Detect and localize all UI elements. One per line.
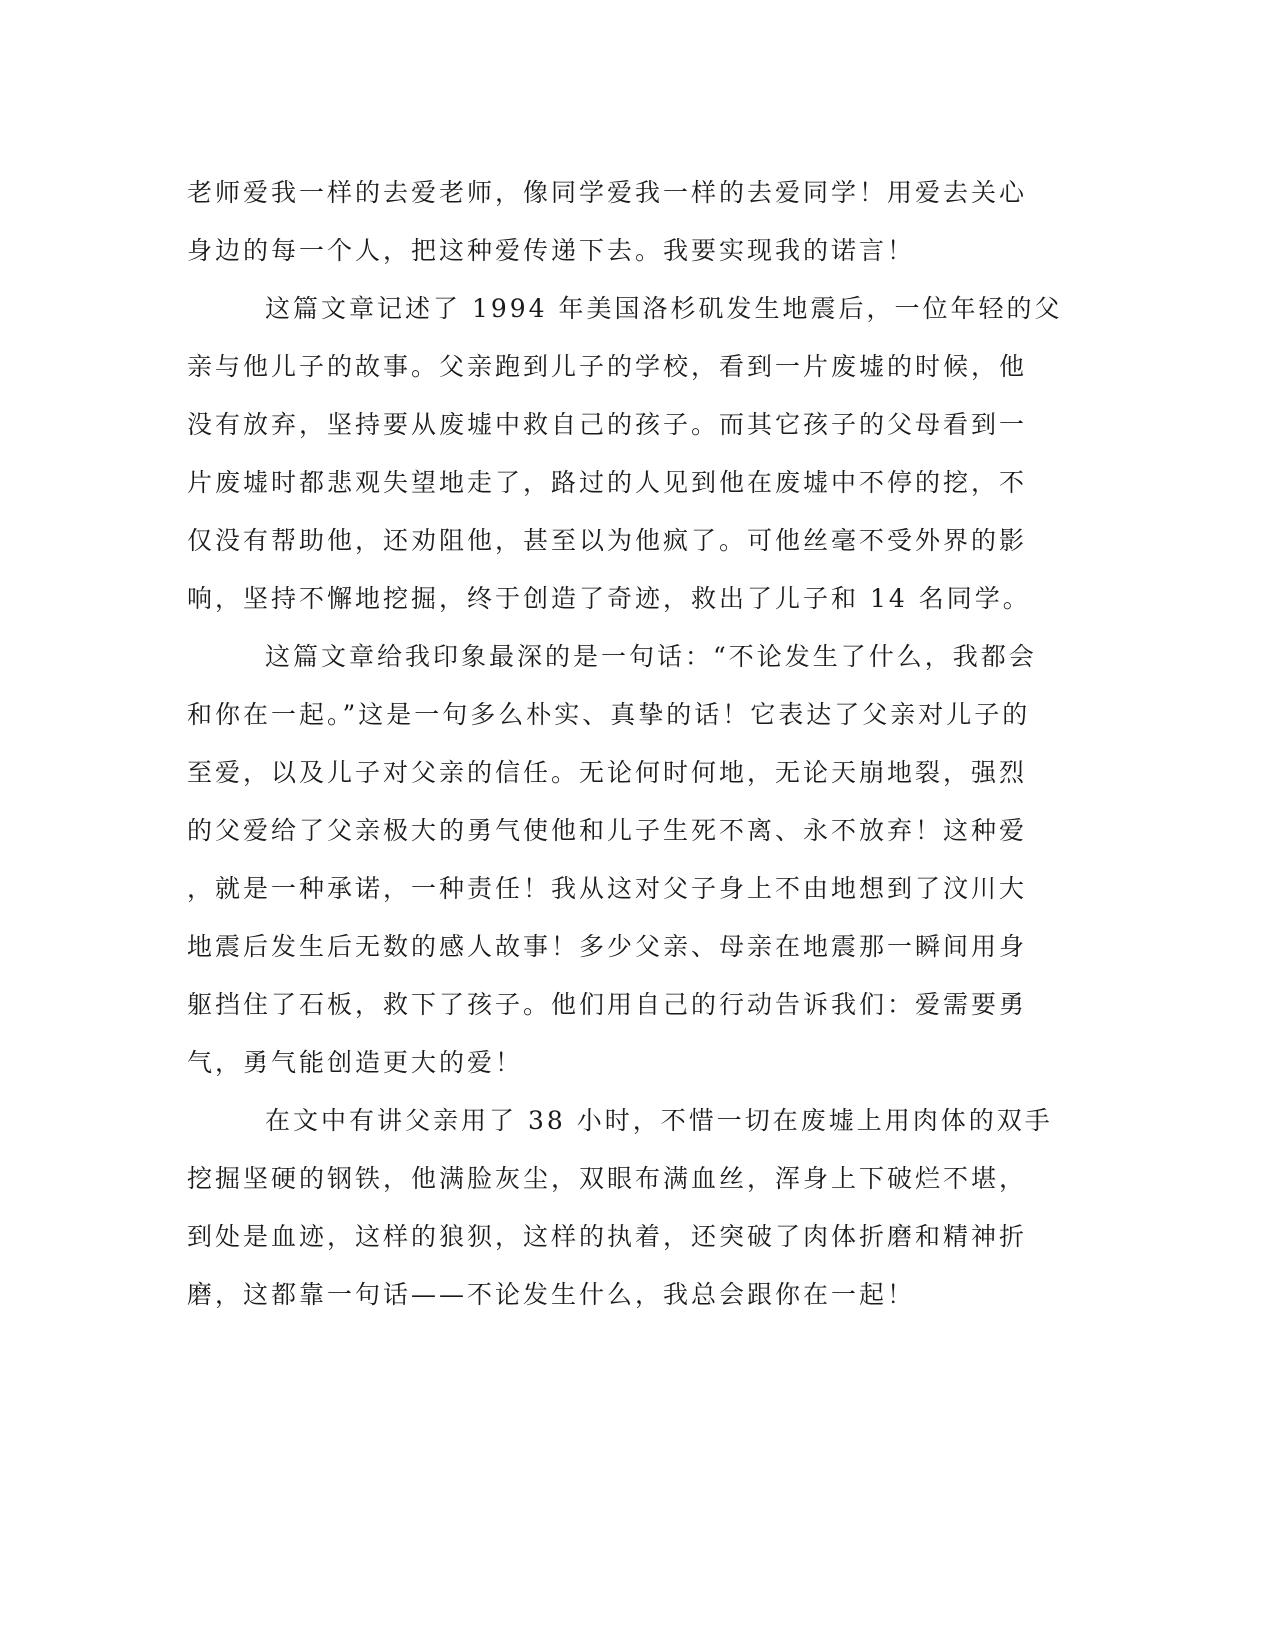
text-line: 至爱，以及儿子对父亲的信任。无论何时何地，无论天崩地裂，强烈 [187, 758, 1028, 787]
text-line: 挖掘坚硬的钢铁，他满脸灰尘，双眼布满血丝，浑身上下破烂不堪， [187, 1164, 1028, 1193]
text-line: 没有放弃，坚持要从废墟中救自己的孩子。而其它孩子的父母看到一 [187, 410, 1028, 439]
essay-body [187, 164, 1067, 1324]
text-line: 响，坚持不懈地挖掘，终于创造了奇迹，救出了儿子和 14 名同学。 [187, 584, 1031, 613]
text-line: 地震后发生后无数的感人故事！多少父亲、母亲在地震那一瞬间用身 [187, 932, 1028, 961]
text-line: 的父爱给了父亲极大的勇气使他和儿子生死不离、永不放弃！这种爱 [187, 816, 1028, 845]
text-line: ，就是一种承诺，一种责任！我从这对父子身上不由地想到了汶川大 [187, 874, 1028, 903]
paragraph-first-line: 这篇文章记述了 1994 年美国洛杉矶发生地震后，一位年轻的父 [265, 294, 1063, 323]
text-line: 片废墟时都悲观失望地走了，路过的人见到他在废墟中不停的挖，不 [187, 468, 1028, 497]
text-line: 和你在一起。”这是一句多么朴实、真挚的话！它表达了父亲对儿子的 [187, 700, 1031, 729]
text-line: 仅没有帮助他，还劝阻他，甚至以为他疯了。可他丝毫不受外界的影 [187, 526, 1028, 555]
text-line: 亲与他儿子的故事。父亲跑到儿子的学校，看到一片废墟的时候，他 [187, 352, 1028, 381]
text-line: 气，勇气能创造更大的爱！ [187, 1048, 524, 1077]
text-line: 老师爱我一样的去爱老师，像同学爱我一样的去爱同学！用爱去关心 [187, 178, 1028, 207]
text-line: 躯挡住了石板，救下了孩子。他们用自己的行动告诉我们：爱需要勇 [187, 990, 1028, 1019]
paragraph-first-line: 在文中有讲父亲用了 38 小时，不惜一切在废墟上用肉体的双手 [265, 1106, 1053, 1135]
text-line: 磨，这都靠一句话——不论发生什么，我总会跟你在一起！ [187, 1280, 916, 1309]
text-line: 到处是血迹，这样的狼狈，这样的执着，还突破了肉体折磨和精神折 [187, 1222, 1028, 1251]
text-line: 身边的每一个人，把这种爱传递下去。我要实现我的诺言！ [187, 236, 916, 265]
paragraph-first-line: 这篇文章给我印象最深的是一句话：“不论发生了什么，我都会 [265, 642, 1037, 671]
